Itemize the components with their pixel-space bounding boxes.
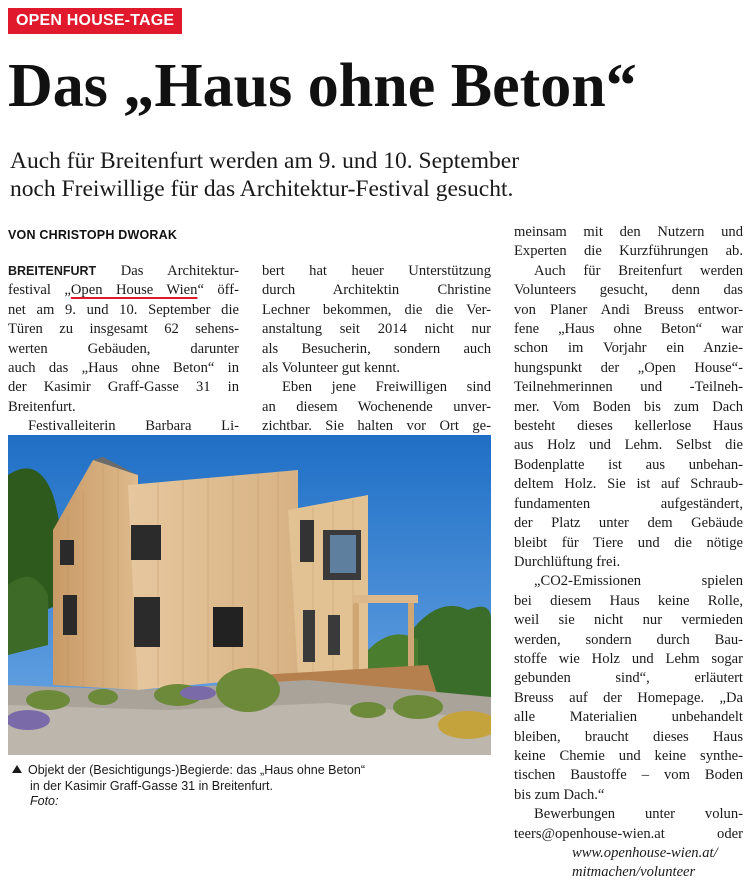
text-line: als Besucherin, sondern auch	[262, 340, 491, 357]
text-line: aus Holz und Lehm. Selbst die	[514, 437, 743, 454]
text-line: Lechner bekommen, die die Ver-	[262, 301, 491, 318]
dateline: BREITENFURT	[8, 264, 97, 278]
text-line: Experten die Kurzführungen ab.	[514, 243, 743, 260]
text-line: bleiben, braucht dieses Haus	[514, 728, 743, 745]
text-line: anstaltung seit 2014 nicht nur	[262, 321, 491, 338]
text-line: tischen Baustoffe – vom Boden	[514, 767, 743, 784]
text-fragment: festival „	[8, 282, 71, 299]
wooden-house-illustration	[8, 435, 491, 755]
text-line	[8, 281, 239, 300]
text-line: werten Gebäuden, darunter	[8, 340, 239, 357]
subhead-line: noch Freiwillige für das Architektur-Festival gesucht.	[10, 176, 514, 202]
text-line: Festivalleiterin Barbara Li-	[28, 418, 239, 435]
text-line: werden, sondern durch Bau-	[514, 631, 743, 648]
triangle-up-icon	[12, 765, 22, 773]
text-line	[8, 262, 239, 281]
text-line: besteht dieses kellerlose Haus	[514, 418, 743, 435]
text-line: gebunden sind“, erläutert	[514, 670, 743, 687]
text-line: „CO2-Emissionen spielen	[534, 573, 743, 590]
text-line: Breitenfurt.	[8, 398, 76, 415]
text-line: stoffe wie Holz und Lehm sogar	[514, 650, 743, 667]
volunteer-url-line-2[interactable]: mitmachen/volunteer	[572, 864, 696, 881]
text-line: der Platz unter dem Gebäude	[514, 515, 743, 532]
text-line: alle Materialien unbehandelt	[514, 709, 743, 726]
text-line: deltem Holz. Sie ist auf Schraub-	[514, 476, 743, 493]
article-column-2	[262, 262, 491, 437]
text-line: Bewerbungen unter volun-	[534, 806, 743, 823]
text-line: als Volunteer gut kennt.	[262, 360, 401, 377]
text-line: Auch für Breitenfurt werden	[534, 262, 743, 279]
text-line: zichtbar. Sie halten vor Ort ge-	[262, 418, 491, 435]
caption-line: in der Kasimir Graff-Gasse 31 in Breitenfurt.	[30, 778, 273, 793]
caption-line	[12, 763, 365, 777]
text-line: bert hat heuer Unterstützung	[262, 263, 491, 279]
volunteer-url-line-1[interactable]: www.openhouse-wien.at/	[572, 845, 718, 861]
text-line: auch das „Haus ohne Beton“ in	[8, 360, 239, 377]
byline: VON CHRISTOPH DWORAK	[8, 228, 178, 242]
text-line: Volunteers gesucht, denn das	[514, 282, 743, 299]
text-line: durch Architektin Christine	[262, 282, 491, 299]
text-fragment: Das Architektur-	[96, 263, 239, 279]
photo-caption	[12, 763, 492, 810]
text-line: bei diesem Haus keine Rolle,	[514, 592, 743, 609]
article-column-1	[8, 262, 239, 437]
text-line: Teilnehmerinnen und -Teilneh-	[514, 379, 743, 396]
text-line: Breuss auf der Homepage. „Da	[514, 689, 743, 706]
text-line: bleibt für Tiere und die nötige	[514, 534, 743, 551]
text-line: meinsam mit den Nutzern und	[514, 224, 743, 240]
photo-credit: Foto:	[30, 794, 59, 808]
text-line: fene „Haus ohne Beton“ war	[514, 321, 743, 338]
text-line: keine Chemie und keine synthe-	[514, 747, 743, 764]
text-line: bis zum Dach.“	[514, 786, 605, 803]
text-line: von Planer Andi Breuss entwor-	[514, 301, 743, 318]
article-column-3	[514, 223, 743, 883]
text-line: Eben jene Freiwilligen sind	[282, 379, 491, 396]
subhead-line: Auch für Breitenfurt werden am 9. und 10. September	[10, 148, 520, 174]
subheadline	[10, 147, 750, 203]
text-line: hungspunkt der „Open House“-	[514, 359, 743, 376]
text-line: fundamenten aufgeständert,	[514, 495, 743, 512]
text-line: an diesem Wochenende unver-	[262, 398, 491, 415]
text-line: der Kasimir Graff-Gasse 31 in	[8, 379, 239, 396]
text-line: schon im Vorjahr ein Anzie-	[514, 340, 743, 357]
headline: Das „Haus ohne Beton“	[8, 52, 637, 120]
festival-link[interactable]: Open House Wien	[70, 282, 198, 299]
house-photo	[8, 435, 491, 755]
text-line: Bodenplatte ist aus unbehan-	[514, 456, 743, 473]
text-line: mer. Vom Boden bis zum Dach	[514, 398, 743, 415]
caption-text: Objekt der (Besichtigungs-)Begierde: das „Haus ohne Beton“	[28, 763, 365, 777]
text-line: Durchlüftung frei.	[514, 553, 621, 570]
volunteer-email[interactable]: teers@openhouse-wien.at oder	[514, 825, 743, 842]
text-line: weil sie nicht nur vermieden	[514, 612, 743, 629]
text-line: Türen zu insgesamt 62 sehens-	[8, 321, 239, 338]
section-kicker: OPEN HOUSE-TAGE	[8, 8, 182, 34]
text-fragment: “ öff-	[197, 282, 239, 299]
text-line: net am 9. und 10. September die	[8, 301, 239, 318]
